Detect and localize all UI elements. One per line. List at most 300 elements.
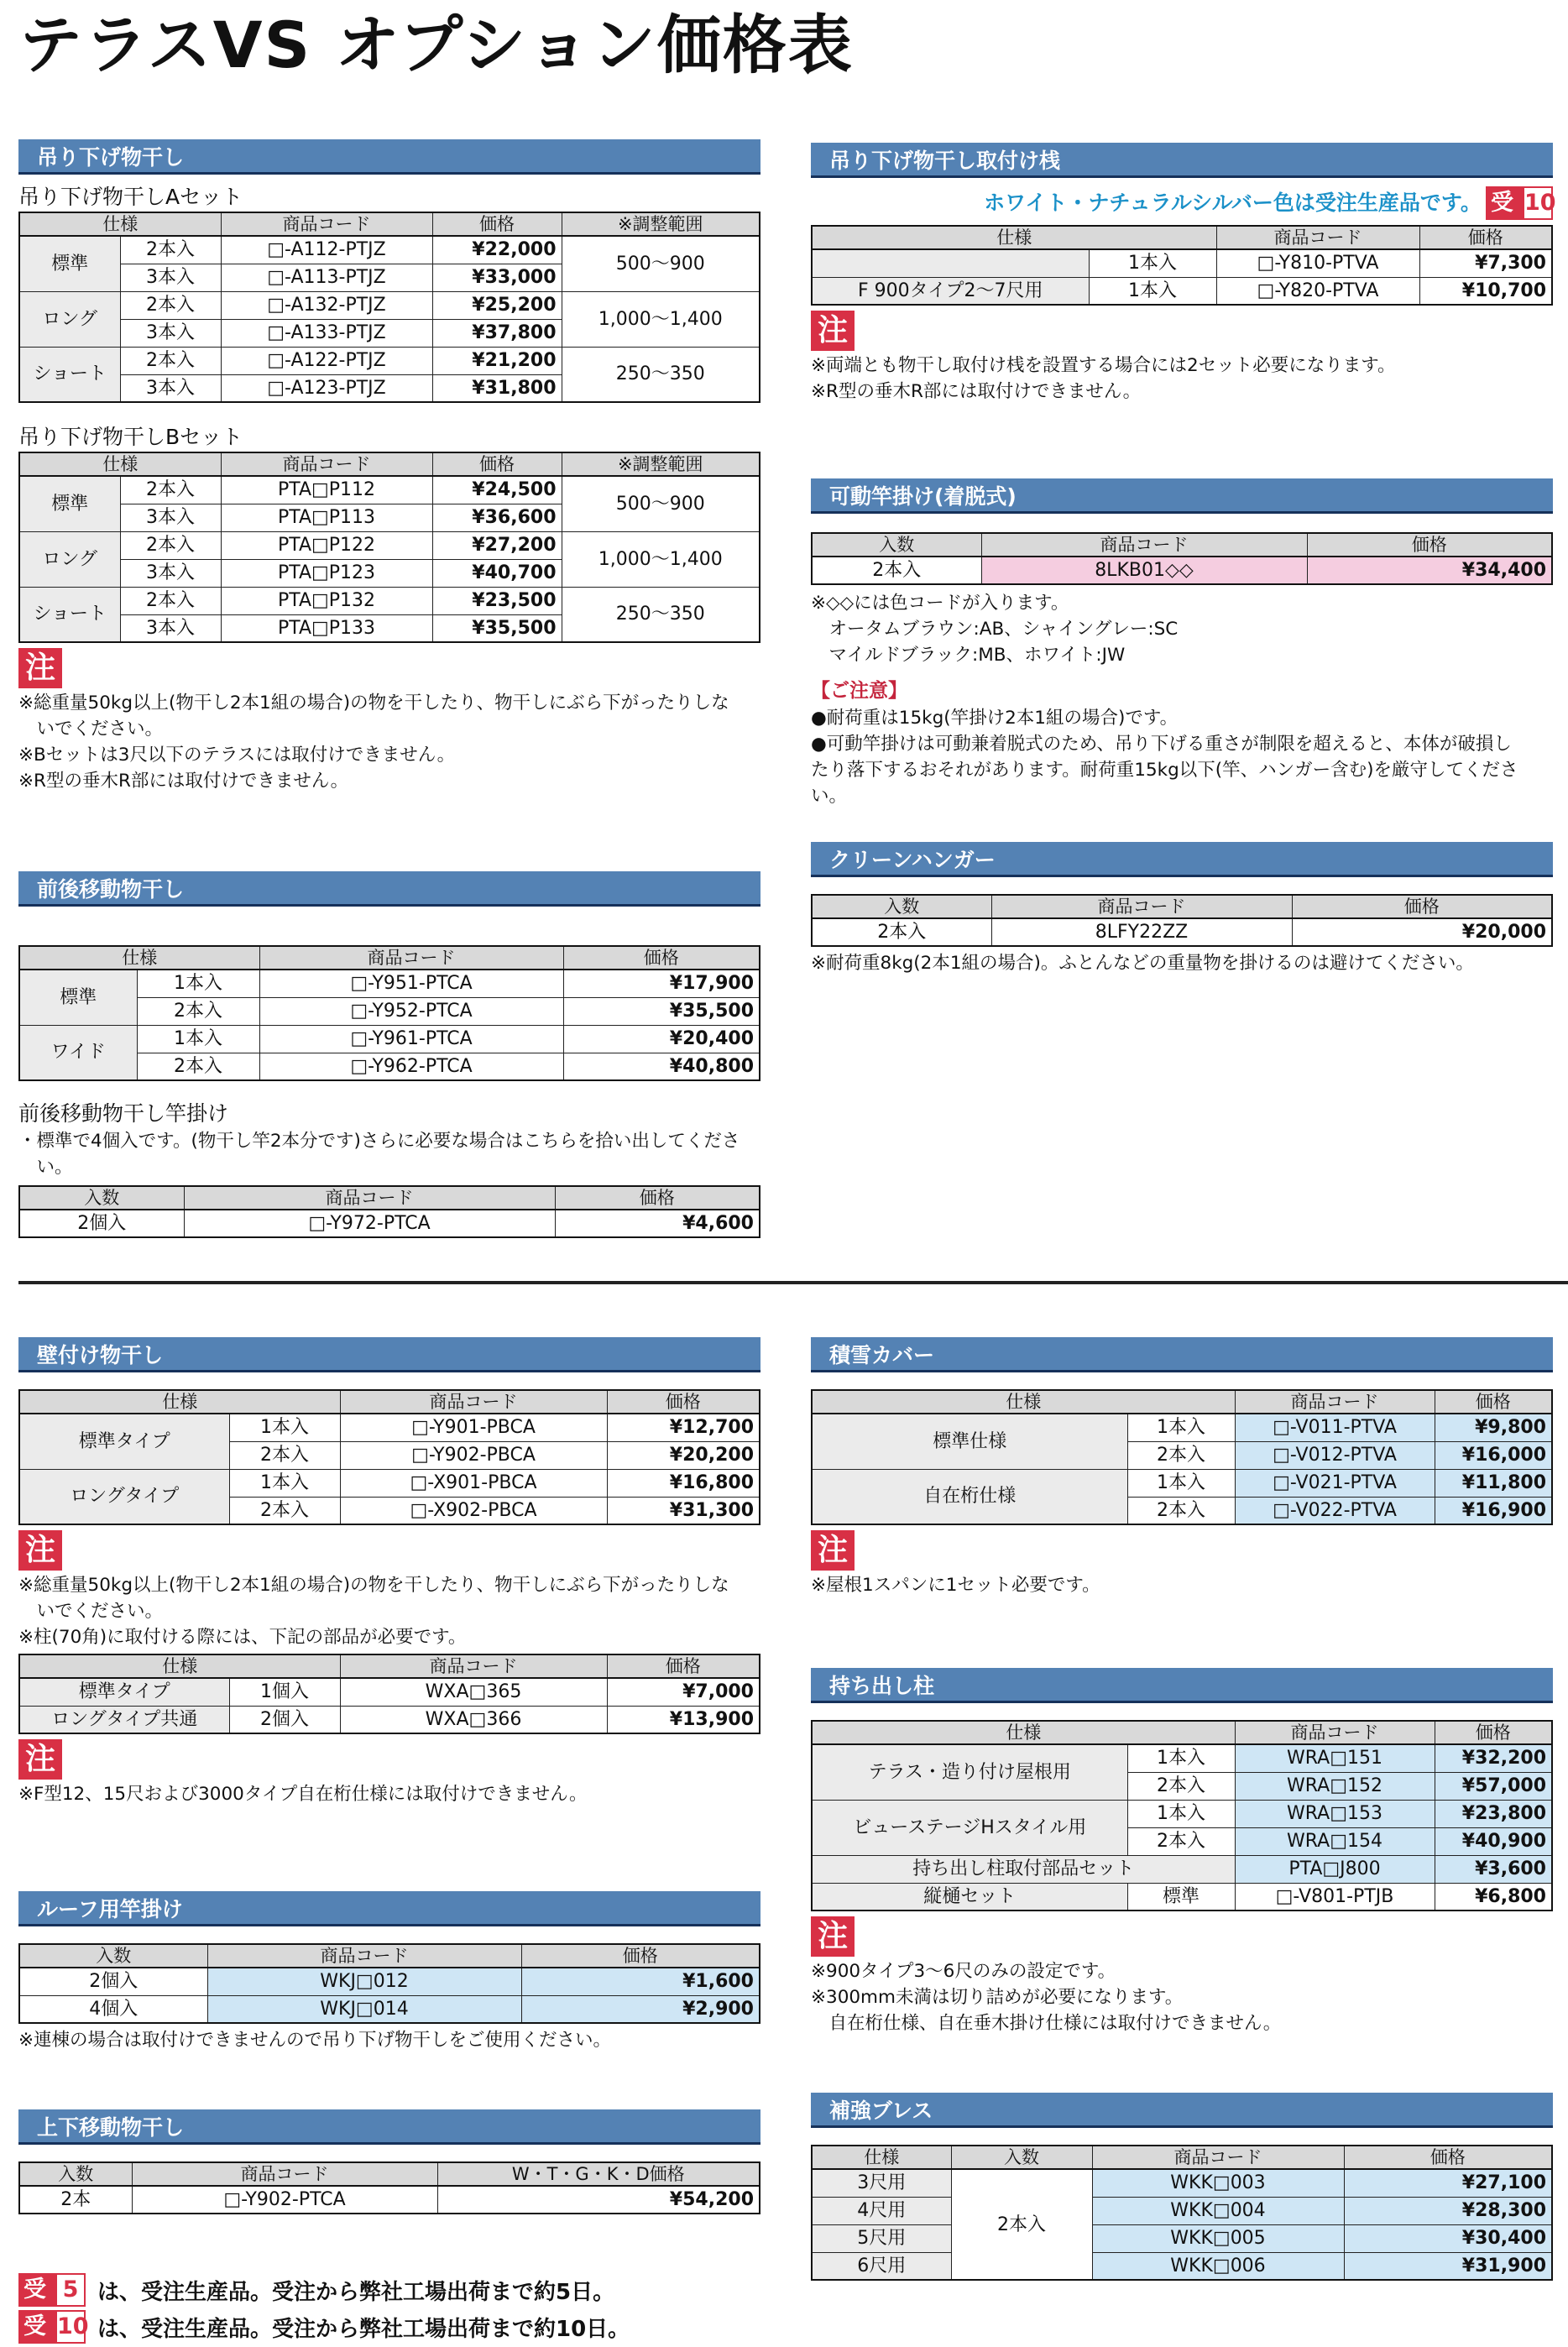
- table-cell: 3本入: [120, 264, 221, 291]
- table-cell: ¥31,300: [607, 1497, 760, 1524]
- section-roof-pole-hook: [18, 1891, 760, 2053]
- table-cell: ¥40,700: [432, 559, 562, 587]
- table-cell: 8LFY22ZZ: [991, 918, 1292, 946]
- column-header: 仕様: [812, 1390, 1235, 1414]
- table-cell: PTA□P113: [221, 504, 432, 531]
- table-cell: ¥13,900: [607, 1706, 760, 1733]
- caution-notes: [811, 705, 1553, 809]
- made-to-order-note: [811, 186, 1556, 220]
- table-cell: 1本入: [229, 1414, 340, 1441]
- column-header: 入数: [19, 1944, 207, 1968]
- legend-item: [18, 2271, 760, 2308]
- column-header: 価格: [432, 452, 562, 476]
- column-header: 入数: [951, 2146, 1092, 2169]
- table-cell: 2本入: [137, 997, 259, 1025]
- table-cell: ¥33,000: [432, 264, 562, 291]
- table-row: [812, 1883, 1552, 1911]
- column-header: 価格: [521, 1944, 760, 1968]
- column-header: 価格: [1435, 1721, 1552, 1744]
- notes: [18, 1572, 760, 1650]
- table-row: [812, 249, 1552, 277]
- section-title: クリーンハンガー: [811, 842, 1553, 877]
- text: いでください。: [18, 719, 164, 740]
- notes: ※耐荷重8kg(2本1組の場合)。ふとんなどの重量物を掛けるのは避けてください。: [811, 953, 1474, 974]
- table-cell: 1本入: [1127, 1469, 1235, 1497]
- table-cell: ¥36,600: [432, 504, 562, 531]
- table-cell: 250〜350: [562, 347, 760, 402]
- table-cell: PTA□P133: [221, 614, 432, 642]
- table-cell: ¥31,900: [1344, 2252, 1552, 2280]
- table-cell: WKJ□012: [207, 1968, 521, 1995]
- notes: ※連棟の場合は取付けできませんので吊り下げ物干しをご使用ください。: [18, 2030, 612, 2051]
- table-cell: WKK□005: [1092, 2224, 1344, 2252]
- section-title: 積雪カバー: [811, 1337, 1553, 1372]
- section-title: 補強ブレス: [811, 2093, 1553, 2128]
- text: 受: [24, 2276, 46, 2303]
- table-cell: 2本入: [120, 476, 221, 504]
- table-cell: ¥40,800: [563, 1053, 760, 1080]
- table-cell: □-X901-PBCA: [340, 1469, 607, 1497]
- table-row: [19, 212, 760, 236]
- table-cell: 1,000〜1,400: [562, 291, 760, 347]
- table-row: [812, 2197, 1552, 2224]
- table-row: [19, 452, 760, 476]
- column-header: 価格: [607, 1654, 760, 1678]
- table-cell: ¥37,800: [432, 319, 562, 347]
- table-row: [812, 226, 1552, 249]
- table-cell: ¥7,000: [607, 1678, 760, 1706]
- table-row: [19, 1678, 760, 1706]
- table-cell: □-Y820-PTVA: [1216, 277, 1419, 305]
- column-header: 商品コード: [221, 212, 432, 236]
- table-cell: 250〜350: [562, 587, 760, 642]
- table-cell: □-A123-PTJZ: [221, 374, 432, 402]
- section-vertical-dryer: [18, 2109, 760, 2214]
- section-title: 持ち出し柱: [811, 1668, 1553, 1703]
- table-cell: ¥12,700: [607, 1414, 760, 1441]
- table-cell: 持ち出し柱取付部品セット: [812, 1855, 1235, 1883]
- column-header: 仕様: [19, 452, 221, 476]
- table-cell: ¥24,500: [432, 476, 562, 504]
- table-cell: 1個入: [229, 1678, 340, 1706]
- table-cell: ショート: [19, 587, 120, 642]
- table-cell: ¥57,000: [1435, 1772, 1552, 1800]
- table-cell: WKK□003: [1092, 2169, 1344, 2197]
- table-cell: ¥16,000: [1435, 1441, 1552, 1469]
- table-row: [19, 2162, 760, 2186]
- column-header: 仕様: [19, 1654, 340, 1678]
- table-cell: □-Y972-PTCA: [184, 1210, 555, 1237]
- legend-item: [18, 2308, 760, 2345]
- table-cell: □-V012-PTVA: [1235, 1441, 1435, 1469]
- pole-hook-note: [18, 1128, 760, 1180]
- table-cell: 2本入: [120, 531, 221, 559]
- table-cell: ¥20,200: [607, 1441, 760, 1469]
- column-header: 商品コード: [221, 452, 432, 476]
- table-row: [812, 918, 1552, 946]
- text: ※300mm未満は切り詰めが必要になります。: [811, 1987, 1184, 2008]
- table-cell: □-Y810-PTVA: [1216, 249, 1419, 277]
- caution-heading: 【ご注意】: [811, 680, 907, 702]
- table-row: [19, 291, 760, 319]
- table-row: [19, 531, 760, 559]
- column-header: 仕様: [19, 1390, 340, 1414]
- roof-pole-hook-table: [18, 1943, 760, 2024]
- column-header: 入数: [812, 895, 991, 918]
- table-row: [812, 2169, 1552, 2197]
- column-header: 価格: [1292, 895, 1552, 918]
- table-cell: ¥34,400: [1307, 557, 1552, 584]
- table-cell: □-V022-PTVA: [1235, 1497, 1435, 1524]
- table-cell: 2本入: [120, 587, 221, 614]
- table-row: [19, 1025, 760, 1053]
- table-cell: ¥6,800: [1435, 1883, 1552, 1911]
- set-a-table: [18, 212, 760, 403]
- made-to-order-legend: [18, 2271, 760, 2345]
- table-cell: ロング: [19, 531, 120, 587]
- table-cell: 1本入: [229, 1469, 340, 1497]
- notes: [811, 353, 1553, 405]
- table-row: [812, 2146, 1552, 2169]
- page-title: テラスVS オプション価格表: [18, 8, 854, 82]
- section-hanging-dryer: [18, 139, 760, 794]
- table-cell: 1本入: [137, 1025, 259, 1053]
- section-extension-post: [811, 1668, 1553, 2036]
- column-header: 商品コード: [207, 1944, 521, 1968]
- table-cell: 2個入: [19, 1210, 184, 1237]
- table-cell: 1本入: [1127, 1744, 1235, 1772]
- brace-table: [811, 2145, 1553, 2281]
- table-cell: 標準タイプ: [19, 1678, 229, 1706]
- table-row: [812, 1800, 1552, 1827]
- pole-hook-heading: 前後移動物干し竿掛け: [18, 1101, 229, 1126]
- wall-dryer-parts-table: [18, 1654, 760, 1734]
- note-badge: 注: [811, 311, 855, 351]
- table-cell: WRA□154: [1235, 1827, 1435, 1855]
- made-to-order-badge: [1486, 186, 1556, 220]
- text: ●可動竿掛けは可動兼着脱式のため、吊り下げる重さが制限を超えると、本体が破損し: [811, 734, 1512, 755]
- table-cell: 2本入: [1127, 1497, 1235, 1524]
- set-b-heading: 吊り下げ物干しBセット: [18, 425, 243, 449]
- column-header: 商品コード: [1235, 1721, 1435, 1744]
- table-row: [19, 1210, 760, 1237]
- column-header: 価格: [607, 1390, 760, 1414]
- pole-hook-table: [18, 1185, 760, 1238]
- column-header: 価格: [1344, 2146, 1552, 2169]
- table-cell: 2本入: [951, 2169, 1092, 2280]
- table-cell: ビューステージHスタイル用: [812, 1800, 1127, 1855]
- table-cell: 2本入: [229, 1497, 340, 1524]
- table-cell: PTA□P122: [221, 531, 432, 559]
- table-cell: □-Y962-PTCA: [259, 1053, 563, 1080]
- text: ・標準で4個入です。(物干し竿2本分です)さらに必要な場合はこちらを拾い出してくださ: [18, 1131, 740, 1152]
- text: ホワイト・ナチュラルシルバー色は受注生産品です。: [984, 191, 1482, 215]
- column-header: 商品コード: [340, 1390, 607, 1414]
- text: は、受注生産品。受注から弊社工場出荷まで約10日。: [97, 2316, 630, 2342]
- vertical-dryer-table: [18, 2161, 760, 2214]
- table-cell: 3本入: [120, 614, 221, 642]
- clean-hanger-table: [811, 894, 1553, 947]
- text: ※Bセットは3尺以下のテラスには取付けできません。: [18, 745, 456, 766]
- table-cell: WXA□365: [340, 1678, 607, 1706]
- table-row: [812, 1721, 1552, 1744]
- table-cell: ¥32,200: [1435, 1744, 1552, 1772]
- section-title: 上下移動物干し: [18, 2109, 760, 2145]
- section-removable-pole-hook: [811, 478, 1553, 809]
- table-row: [812, 895, 1552, 918]
- table-row: [812, 533, 1552, 557]
- column-header: ※調整範囲: [562, 452, 760, 476]
- column-header: W・T・G・K・D価格: [437, 2162, 760, 2186]
- table-cell: ロングタイプ: [19, 1469, 229, 1524]
- table-cell: ¥7,300: [1419, 249, 1552, 277]
- note-badge: 注: [18, 648, 62, 688]
- column-header: 価格: [555, 1186, 760, 1210]
- table-cell: WRA□151: [1235, 1744, 1435, 1772]
- table-cell: ¥31,800: [432, 374, 562, 402]
- table-cell: 標準タイプ: [19, 1414, 229, 1469]
- table-cell: 3本入: [120, 504, 221, 531]
- text: ※R型の垂木R部には取付けできません。: [18, 771, 349, 792]
- table-cell: ¥21,200: [432, 347, 562, 374]
- table-cell: 2本入: [120, 291, 221, 319]
- table-cell: 2本入: [120, 347, 221, 374]
- text: ※◇◇には色コードが入ります。: [811, 593, 1069, 614]
- table-cell: 8LKB01◇◇: [981, 557, 1307, 584]
- text: 5: [55, 2273, 86, 2307]
- table-cell: 自在桁仕様: [812, 1469, 1127, 1524]
- table-cell: WKJ□014: [207, 1995, 521, 2023]
- table-row: [812, 2252, 1552, 2280]
- table-cell: ¥35,500: [563, 997, 760, 1025]
- table-cell: ¥20,400: [563, 1025, 760, 1053]
- table-cell: □-V011-PTVA: [1235, 1414, 1435, 1441]
- table-cell: 500〜900: [562, 476, 760, 531]
- text: ※総重量50kg以上(物干し2本1組の場合)の物を干したり、物干しにぶら下がったりしな: [18, 1575, 729, 1596]
- table-cell: ¥30,400: [1344, 2224, 1552, 2252]
- table-cell: □-Y952-PTCA: [259, 997, 563, 1025]
- table-cell: 標準: [19, 236, 120, 291]
- table-cell: [812, 249, 1089, 277]
- table-cell: 2本入: [120, 236, 221, 264]
- table-cell: WKK□004: [1092, 2197, 1344, 2224]
- column-header: 商品コード: [1235, 1390, 1435, 1414]
- note-badge: 注: [18, 1739, 62, 1780]
- notes: [18, 690, 760, 794]
- table-row: [812, 557, 1552, 584]
- table-cell: PTA□P123: [221, 559, 432, 587]
- text: たり落下するおそれがあります。耐荷重15kg以下(竿、ハンガー含む)を厳守してください。: [811, 760, 1518, 807]
- column-header: 商品コード: [132, 2162, 437, 2186]
- table-cell: □-A133-PTJZ: [221, 319, 432, 347]
- table-cell: ロング: [19, 291, 120, 347]
- table-cell: ¥1,600: [521, 1968, 760, 1995]
- text: ※総重量50kg以上(物干し2本1組の場合)の物を干したり、物干しにぶら下がったりしな: [18, 693, 729, 714]
- table-row: [19, 1414, 760, 1441]
- table-row: [19, 1186, 760, 1210]
- table-cell: 標準: [19, 970, 137, 1025]
- table-cell: 4個入: [19, 1995, 207, 2023]
- section-title: 吊り下げ物干し: [18, 139, 760, 175]
- table-cell: ¥3,600: [1435, 1855, 1552, 1883]
- section-wall-dryer: [18, 1337, 760, 1807]
- text: 受: [1491, 190, 1513, 216]
- column-header: 仕様: [812, 1721, 1235, 1744]
- column-header: 商品コード: [259, 946, 563, 970]
- table-cell: ¥4,600: [555, 1210, 760, 1237]
- table-cell: ¥16,900: [1435, 1497, 1552, 1524]
- table-cell: 標準仕様: [812, 1414, 1127, 1469]
- mounting-rail-table: [811, 225, 1553, 306]
- notes: ※F型12、15尺および3000タイプ自在桁仕様には取付けできません。: [18, 1784, 588, 1805]
- table-row: [19, 1654, 760, 1678]
- table-cell: ワイド: [19, 1025, 137, 1080]
- column-header: 商品コード: [991, 895, 1292, 918]
- notes: [811, 1958, 1553, 2036]
- color-code-notes: [811, 590, 1553, 668]
- table-cell: □-A113-PTJZ: [221, 264, 432, 291]
- table-row: [19, 970, 760, 997]
- snow-cover-table: [811, 1389, 1553, 1525]
- table-row: [19, 347, 760, 374]
- column-header: 仕様: [812, 2146, 951, 2169]
- column-header: 商品コード: [1216, 226, 1419, 249]
- table-cell: 2本入: [1127, 1772, 1235, 1800]
- text: 10: [1523, 186, 1553, 220]
- table-cell: □-Y901-PBCA: [340, 1414, 607, 1441]
- table-cell: 1本入: [137, 970, 259, 997]
- column-header: 価格: [432, 212, 562, 236]
- table-cell: 標準: [19, 476, 120, 531]
- table-row: [812, 1744, 1552, 1772]
- table-row: [19, 587, 760, 614]
- set-a-heading: 吊り下げ物干しAセット: [18, 185, 243, 209]
- text: ※両端とも物干し取付け桟を設置する場合には2セット必要になります。: [811, 355, 1396, 376]
- text: ※900タイプ3〜6尺のみの設定です。: [811, 1961, 1116, 1982]
- table-cell: ¥20,000: [1292, 918, 1552, 946]
- column-header: 仕様: [19, 946, 259, 970]
- table-row: [19, 476, 760, 504]
- text: オータムブラウン:AB、シャイングレー:SC: [811, 619, 1179, 640]
- table-cell: WRA□152: [1235, 1772, 1435, 1800]
- table-cell: ¥35,500: [432, 614, 562, 642]
- table-cell: □-Y961-PTCA: [259, 1025, 563, 1053]
- table-cell: □-A122-PTJZ: [221, 347, 432, 374]
- table-cell: □-X902-PBCA: [340, 1497, 607, 1524]
- table-cell: PTA□J800: [1235, 1855, 1435, 1883]
- table-cell: 2本入: [1127, 1827, 1235, 1855]
- table-cell: 4尺用: [812, 2197, 951, 2224]
- note-badge: 注: [18, 1530, 62, 1571]
- table-cell: 6尺用: [812, 2252, 951, 2280]
- table-row: [19, 2186, 760, 2214]
- table-cell: ¥54,200: [437, 2186, 760, 2214]
- table-cell: 3尺用: [812, 2169, 951, 2197]
- table-cell: ¥10,700: [1419, 277, 1552, 305]
- section-clean-hanger: [811, 842, 1553, 976]
- wall-dryer-table: [18, 1389, 760, 1525]
- column-header: 商品コード: [1092, 2146, 1344, 2169]
- table-cell: 2本入: [1127, 1441, 1235, 1469]
- table-cell: □-Y951-PTCA: [259, 970, 563, 997]
- text: 受: [24, 2313, 46, 2339]
- table-row: [812, 1414, 1552, 1441]
- table-cell: □-A132-PTJZ: [221, 291, 432, 319]
- table-cell: 1本入: [1127, 1414, 1235, 1441]
- section-title: 吊り下げ物干し取付け桟: [811, 143, 1553, 178]
- table-cell: 500〜900: [562, 236, 760, 291]
- notes: ※屋根1スパンに1セット必要です。: [811, 1575, 1100, 1596]
- table-row: [19, 1968, 760, 1995]
- table-cell: 2本入: [812, 557, 981, 584]
- column-header: 価格: [1307, 533, 1552, 557]
- text: は、受注生産品。受注から弊社工場出荷まで約5日。: [97, 2279, 615, 2305]
- table-cell: 標準: [1127, 1883, 1235, 1911]
- section-mounting-rail: [811, 143, 1556, 405]
- table-cell: □-V801-PTJB: [1235, 1883, 1435, 1911]
- table-cell: 1,000〜1,400: [562, 531, 760, 587]
- table-cell: 2個入: [229, 1706, 340, 1733]
- table-cell: ¥16,800: [607, 1469, 760, 1497]
- table-cell: ロングタイプ共通: [19, 1706, 229, 1733]
- note-badge: 注: [811, 1530, 855, 1571]
- table-cell: 2本: [19, 2186, 132, 2214]
- section-title: 前後移動物干し: [18, 871, 760, 907]
- table-cell: 1本入: [1127, 1800, 1235, 1827]
- text: 自在桁仕様、自在垂木掛け仕様には取付けできません。: [811, 2013, 1282, 2034]
- column-header: 商品コード: [184, 1186, 555, 1210]
- table-row: [812, 1855, 1552, 1883]
- text: ※R型の垂木R部には取付けできません。: [811, 381, 1142, 402]
- column-header: 入数: [19, 1186, 184, 1210]
- column-header: 価格: [1419, 226, 1552, 249]
- removable-pole-hook-table: [811, 532, 1553, 585]
- table-cell: ¥23,800: [1435, 1800, 1552, 1827]
- table-cell: PTA□P112: [221, 476, 432, 504]
- table-cell: ¥17,900: [563, 970, 760, 997]
- table-cell: □-Y902-PTCA: [132, 2186, 437, 2214]
- note-badge: 注: [811, 1916, 855, 1957]
- table-cell: 5尺用: [812, 2224, 951, 2252]
- table-cell: WXA□366: [340, 1706, 607, 1733]
- table-row: [19, 236, 760, 264]
- table-cell: 3本入: [120, 374, 221, 402]
- table-cell: ¥11,800: [1435, 1469, 1552, 1497]
- column-header: 商品コード: [981, 533, 1307, 557]
- section-divider: [18, 1281, 1568, 1284]
- table-cell: □-Y902-PBCA: [340, 1441, 607, 1469]
- table-row: [812, 1469, 1552, 1497]
- table-cell: 2個入: [19, 1968, 207, 1995]
- text: ●耐荷重は15kg(竿掛け2本1組の場合)です。: [811, 708, 1179, 729]
- text: マイルドブラック:MB、ホワイト:JW: [811, 645, 1126, 666]
- table-row: [19, 1469, 760, 1497]
- text: いでください。: [18, 1601, 164, 1622]
- section-title: 壁付け物干し: [18, 1337, 760, 1372]
- table-row: [812, 277, 1552, 305]
- table-cell: 1本入: [1089, 277, 1216, 305]
- table-cell: PTA□P132: [221, 587, 432, 614]
- table-cell: □-A112-PTJZ: [221, 236, 432, 264]
- column-header: 価格: [563, 946, 760, 970]
- column-header: 価格: [1435, 1390, 1552, 1414]
- text: い。: [18, 1157, 73, 1178]
- extension-post-table: [811, 1720, 1553, 1911]
- table-cell: 2本入: [812, 918, 991, 946]
- table-row: [19, 1706, 760, 1733]
- table-cell: ¥27,100: [1344, 2169, 1552, 2197]
- table-cell: F 900タイプ2〜7尺用: [812, 277, 1089, 305]
